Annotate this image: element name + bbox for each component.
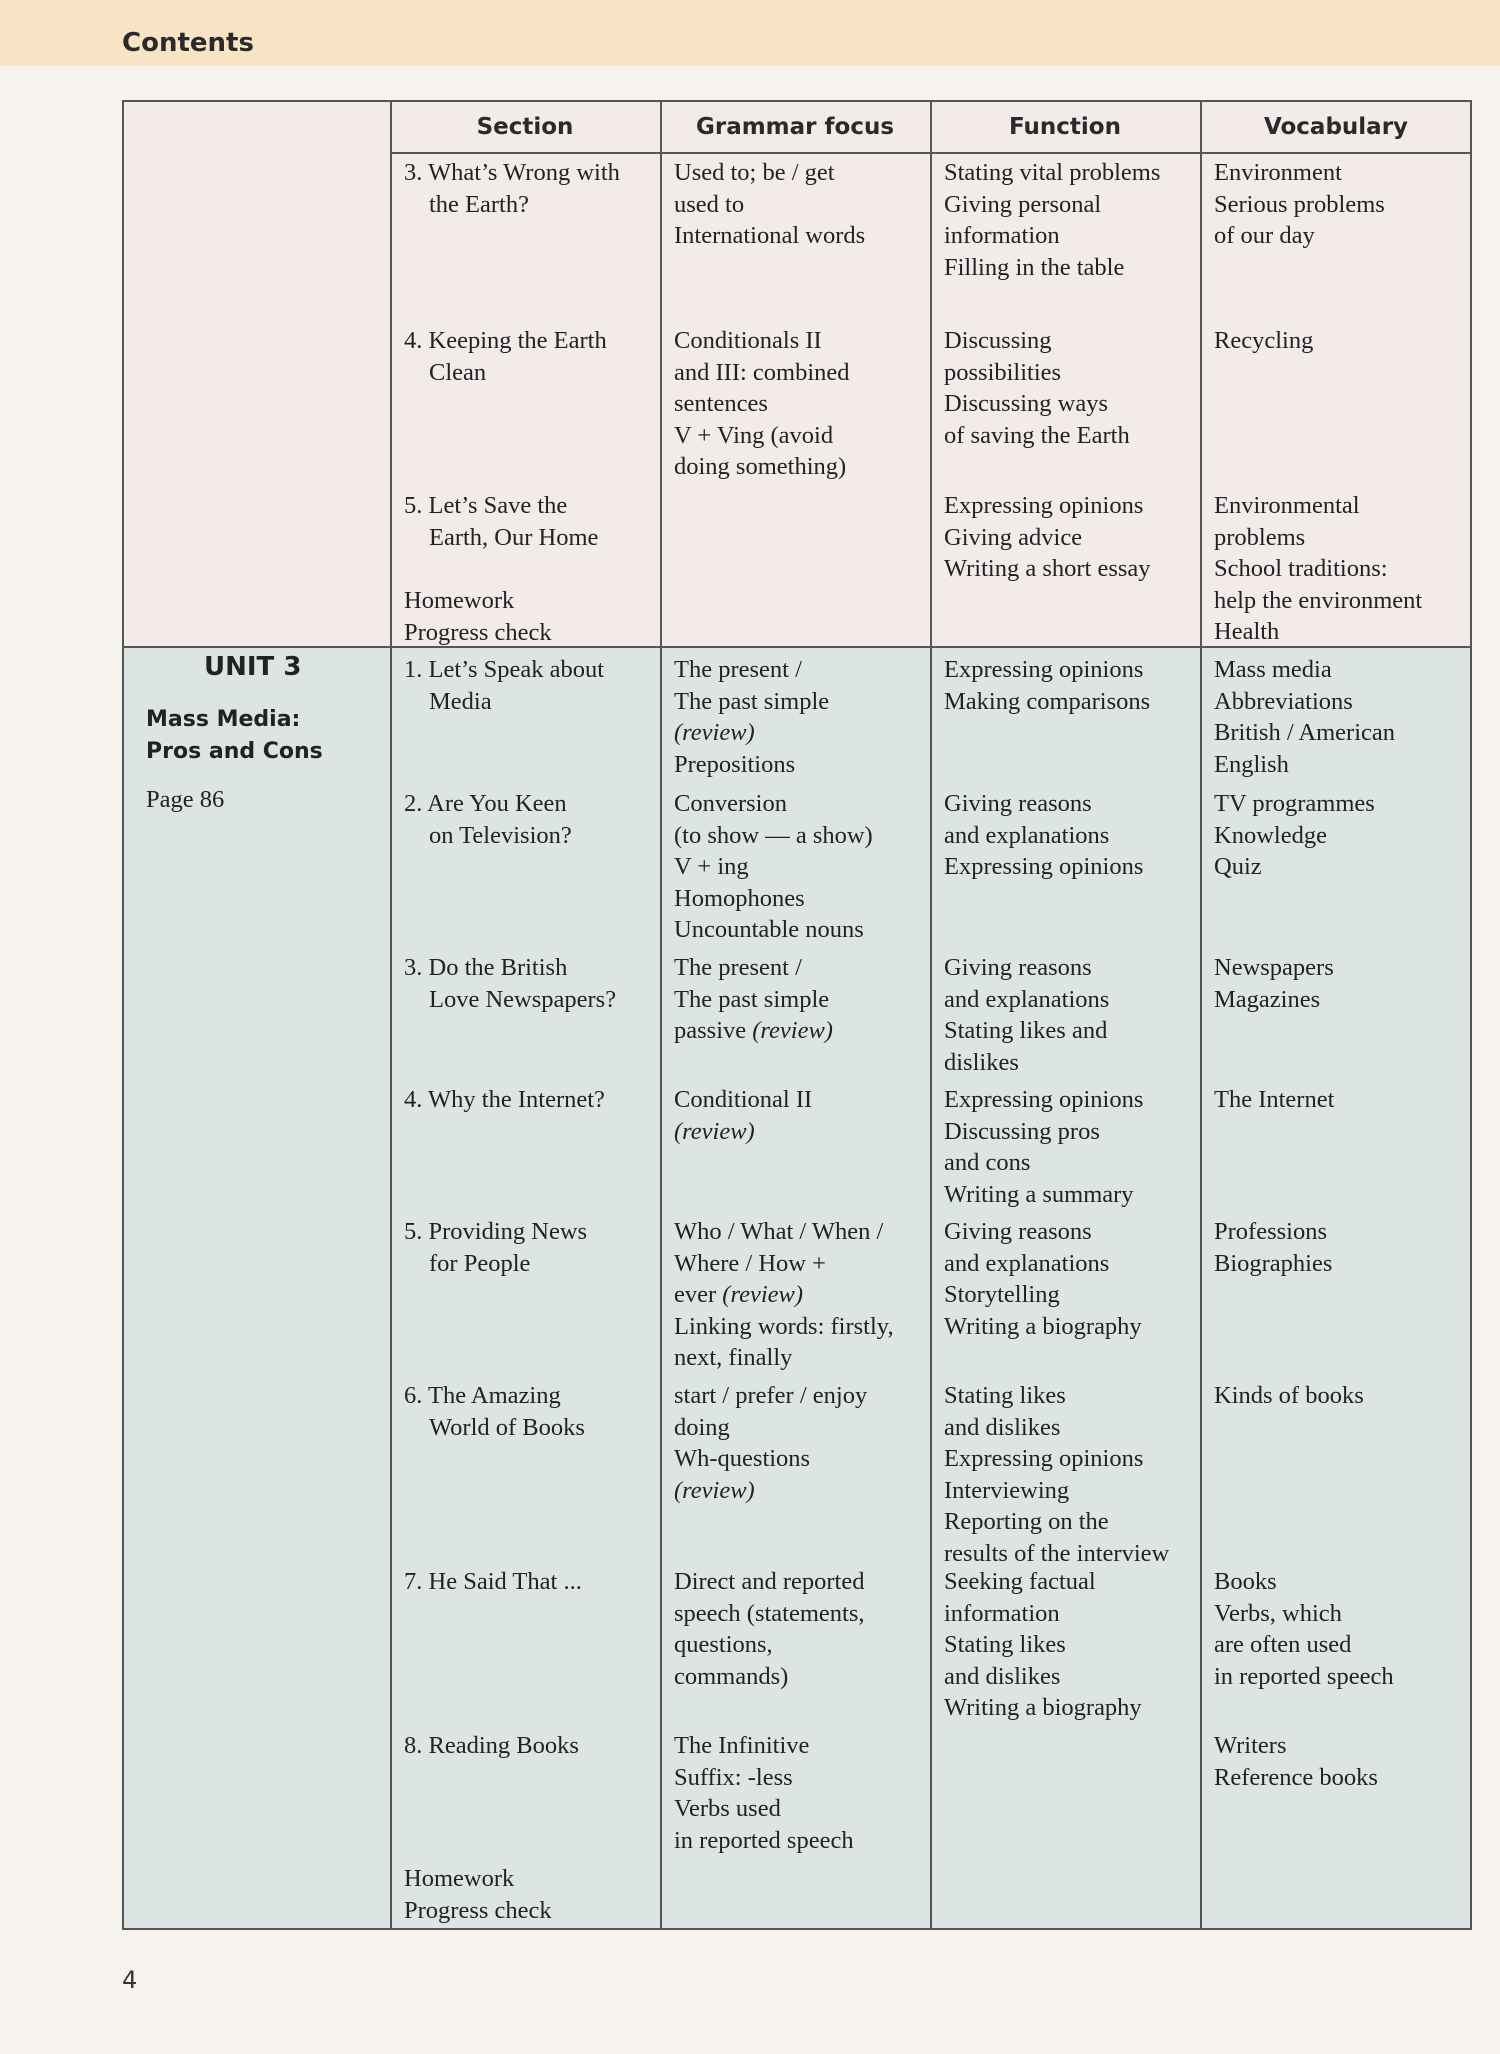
section-line: 5. Let’s Save the: [404, 492, 568, 519]
section-line: 3. What’s Wrong with: [404, 159, 620, 186]
vocabulary-line: TV programmes: [1214, 790, 1375, 817]
section-line: 2. Are You Keen: [404, 790, 567, 817]
section-line: 5. Providing News: [404, 1218, 588, 1245]
function-line: Expressing opinions: [944, 853, 1144, 880]
function-line: Discussing ways: [944, 390, 1109, 417]
grammar-line: The present /: [674, 656, 802, 683]
progress-check-label: Progress check: [404, 1896, 552, 1924]
function-line: Writing a summary: [944, 1180, 1134, 1208]
function-cell: [944, 325, 1130, 451]
grammar-text: passive: [674, 1017, 753, 1044]
grammar-line: commands): [674, 1662, 789, 1690]
section-cell: [404, 1216, 587, 1279]
grammar-line: Verbs used: [674, 1795, 781, 1822]
vocabulary-line: of our day: [1214, 222, 1315, 249]
section-cell: [404, 654, 604, 717]
grammar-line: Prepositions: [674, 750, 796, 778]
function-line: Stating likes: [944, 1631, 1066, 1658]
homework-cell: [404, 585, 552, 648]
function-line: Stating vital problems: [944, 159, 1161, 186]
function-line: results of the interview: [944, 1539, 1170, 1567]
section-cell: [404, 490, 598, 553]
function-cell: [944, 1084, 1143, 1210]
grammar-line: doing something): [674, 453, 847, 480]
function-cell: [944, 1566, 1142, 1724]
function-cell: [944, 1216, 1142, 1342]
function-cell: [944, 1380, 1169, 1569]
grammar-cell: [674, 654, 829, 780]
section-line: for People: [429, 1249, 531, 1277]
vocabulary-line: Environmental: [1214, 492, 1360, 519]
grammar-line: The past simple: [674, 687, 830, 715]
vocabulary-line: Environment: [1214, 159, 1342, 186]
contents-table: [122, 100, 1472, 1930]
function-line: Filling in the table: [944, 253, 1125, 281]
grammar-line: used to: [674, 190, 745, 218]
section-cell: [404, 1730, 579, 1762]
grammar-cell: [674, 1730, 854, 1856]
function-line: Discussing: [944, 327, 1052, 354]
homework-label: Homework: [404, 1865, 515, 1892]
function-line: Stating likes: [944, 1382, 1066, 1409]
unit-subtitle-line: Mass Media:: [146, 707, 301, 732]
section-cell: [404, 157, 620, 220]
section-line: 4. Why the Internet?: [404, 1086, 605, 1113]
function-cell: [944, 952, 1109, 1078]
grammar-line: (review): [674, 719, 755, 746]
unit-subtitle: [146, 704, 323, 768]
grammar-line: [674, 1279, 894, 1311]
function-line: and explanations: [944, 985, 1110, 1013]
column-header-grammar: Grammar focus: [695, 114, 895, 140]
vocabulary-line: School traditions:: [1214, 555, 1388, 582]
grammar-line: (review): [674, 1476, 755, 1504]
section-line: the Earth?: [429, 190, 529, 218]
grammar-line: (review): [674, 1117, 755, 1145]
grammar-line: The Infinitive: [674, 1732, 810, 1759]
function-line: Giving reasons: [944, 790, 1092, 817]
function-line: Expressing opinions: [944, 1445, 1144, 1472]
column-header-function: Function: [1008, 114, 1121, 140]
column-header-vocabulary: Vocabulary: [1263, 114, 1409, 140]
column-divider: [1200, 102, 1202, 1928]
vocabulary-line: Recycling: [1214, 327, 1314, 354]
vocabulary-cell: [1214, 1566, 1394, 1692]
section-cell: [404, 952, 616, 1015]
section-line: 1. Let’s Speak about: [404, 656, 605, 683]
grammar-line: Conversion: [674, 790, 787, 817]
section-cell: [404, 788, 572, 851]
grammar-line: and III: combined: [674, 358, 850, 386]
grammar-line: V + Ving (avoid: [674, 421, 834, 449]
vocabulary-line: Quiz: [1214, 853, 1262, 880]
vocabulary-cell: [1214, 654, 1395, 780]
function-line: Expressing opinions: [944, 656, 1144, 683]
function-cell: [944, 490, 1151, 585]
vocabulary-line: Newspapers: [1214, 954, 1334, 981]
vocabulary-line: Knowledge: [1214, 821, 1327, 849]
vocabulary-line: Books: [1214, 1568, 1277, 1595]
grammar-line: Conditionals II: [674, 327, 822, 354]
function-line: information: [944, 222, 1060, 249]
function-line: Expressing opinions: [944, 492, 1144, 519]
function-cell: [944, 157, 1160, 283]
section-cell: [404, 325, 607, 388]
grammar-line: Conditional II: [674, 1086, 813, 1113]
function-line: Giving reasons: [944, 1218, 1092, 1245]
function-line: Giving advice: [944, 523, 1083, 551]
section-line: 7. He Said That ...: [404, 1568, 582, 1595]
progress-check-label: Progress check: [404, 618, 552, 646]
grammar-line: The past simple: [674, 985, 830, 1013]
vocabulary-line: Reference books: [1214, 1763, 1378, 1791]
review-note: (review): [722, 1281, 804, 1308]
function-line: Discussing pros: [944, 1117, 1100, 1145]
function-line: Writing a biography: [944, 1312, 1142, 1340]
function-line: and cons: [944, 1149, 1031, 1176]
grammar-line: sentences: [674, 390, 768, 417]
grammar-line: Wh-questions: [674, 1445, 811, 1472]
grammar-cell: [674, 1380, 867, 1506]
function-line: and explanations: [944, 821, 1110, 849]
vocabulary-line: Biographies: [1214, 1249, 1333, 1277]
grammar-line: Linking words: firstly,: [674, 1312, 894, 1340]
vocabulary-line: Kinds of books: [1214, 1382, 1364, 1409]
function-line: Interviewing: [944, 1476, 1070, 1504]
vocabulary-cell: [1214, 788, 1375, 883]
section-line: World of Books: [429, 1413, 585, 1441]
vocabulary-line: in reported speech: [1214, 1662, 1394, 1690]
function-line: and dislikes: [944, 1662, 1061, 1690]
grammar-line: next, finally: [674, 1344, 793, 1371]
header-divider: [390, 152, 1470, 154]
column-divider: [930, 102, 932, 1928]
unit-title: UNIT 3: [204, 652, 302, 682]
grammar-cell: [674, 788, 873, 946]
section-cell: [404, 1380, 585, 1443]
column-divider: [660, 102, 662, 1928]
section-cell: [404, 1084, 605, 1116]
function-cell: [944, 788, 1143, 883]
vocabulary-line: Abbreviations: [1214, 687, 1353, 715]
section-line: Media: [429, 687, 492, 715]
function-line: Reporting on the: [944, 1508, 1109, 1535]
homework-cell: [404, 1863, 552, 1926]
function-line: Stating likes and: [944, 1017, 1108, 1044]
grammar-text: ever: [674, 1281, 723, 1308]
vocabulary-line: Professions: [1214, 1218, 1327, 1245]
column-header-section: Section: [476, 114, 574, 140]
function-line: possibilities: [944, 358, 1062, 386]
vocabulary-line: Mass media: [1214, 656, 1332, 683]
vocabulary-line: Magazines: [1214, 985, 1321, 1013]
function-line: Giving reasons: [944, 954, 1092, 981]
section-line: Love Newspapers?: [429, 985, 617, 1013]
homework-label: Homework: [404, 587, 515, 614]
vocabulary-line: The Internet: [1214, 1086, 1335, 1113]
grammar-line: questions,: [674, 1631, 773, 1658]
function-line: Writing a short essay: [944, 555, 1151, 582]
page-title: Contents: [122, 28, 254, 58]
grammar-cell: [674, 325, 850, 483]
section-line: on Television?: [429, 821, 572, 849]
section-line: 3. Do the British: [404, 954, 568, 981]
grammar-cell: [674, 1566, 865, 1692]
grammar-line: Direct and reported: [674, 1568, 865, 1595]
vocabulary-cell: [1214, 952, 1334, 1015]
vocabulary-cell: [1214, 1084, 1334, 1116]
grammar-cell: [674, 1084, 812, 1147]
grammar-line: Homophones: [674, 884, 805, 912]
grammar-line: V + ing: [674, 853, 749, 880]
vocabulary-line: Serious problems: [1214, 190, 1385, 218]
function-line: Writing a biography: [944, 1694, 1142, 1721]
grammar-line: doing: [674, 1413, 730, 1441]
vocabulary-line: problems: [1214, 523, 1306, 551]
grammar-line: Who / What / When /: [674, 1218, 884, 1245]
function-line: Making comparisons: [944, 687, 1151, 715]
grammar-line: speech (statements,: [674, 1599, 865, 1627]
unit-page-reference: Page 86: [146, 786, 225, 813]
grammar-cell: [674, 952, 833, 1047]
grammar-line: Uncountable nouns: [674, 916, 864, 943]
grammar-cell: [674, 157, 865, 252]
vocabulary-line: help the environment: [1214, 586, 1423, 614]
section-line: 4. Keeping the Earth: [404, 327, 607, 354]
section-cell: [404, 1566, 582, 1598]
function-line: Storytelling: [944, 1281, 1060, 1308]
grammar-line: (to show — a show): [674, 821, 873, 849]
vocabulary-cell: [1214, 1380, 1364, 1412]
vocabulary-line: are often used: [1214, 1631, 1352, 1658]
column-divider: [390, 102, 392, 1928]
grammar-line: Where / How +: [674, 1249, 826, 1277]
section-line: 8. Reading Books: [404, 1732, 579, 1759]
function-cell: [944, 654, 1150, 717]
function-line: dislikes: [944, 1048, 1019, 1076]
vocabulary-line: Writers: [1214, 1732, 1287, 1759]
vocabulary-cell: [1214, 325, 1313, 357]
section-line: Earth, Our Home: [429, 523, 599, 551]
unit-subtitle-line: Pros and Cons: [146, 739, 323, 764]
function-line: and dislikes: [944, 1413, 1061, 1441]
grammar-line: Used to; be / get: [674, 159, 835, 186]
grammar-line: International words: [674, 222, 866, 249]
page-number: 4: [122, 1966, 138, 1994]
review-note: (review): [752, 1017, 833, 1044]
vocabulary-line: Verbs, which: [1214, 1599, 1342, 1627]
grammar-line: in reported speech: [674, 1826, 854, 1854]
function-line: of saving the Earth: [944, 421, 1130, 449]
vocabulary-cell: [1214, 1216, 1332, 1279]
grammar-line: [674, 1015, 833, 1047]
grammar-line: The present /: [674, 954, 802, 981]
vocabulary-line: English: [1214, 750, 1289, 778]
vocabulary-line: Health: [1214, 618, 1280, 645]
vocabulary-cell: [1214, 490, 1422, 648]
function-line: Giving personal: [944, 190, 1102, 218]
vocabulary-cell: [1214, 157, 1385, 252]
function-line: Seeking factual: [944, 1568, 1096, 1595]
section-line: 6. The Amazing: [404, 1382, 561, 1409]
function-line: and explanations: [944, 1249, 1110, 1277]
grammar-line: Suffix: -less: [674, 1763, 793, 1791]
vocabulary-line: British / American: [1214, 719, 1395, 746]
function-line: Expressing opinions: [944, 1086, 1144, 1113]
section-line: Clean: [429, 358, 487, 386]
function-line: information: [944, 1599, 1060, 1627]
grammar-cell: [674, 1216, 894, 1374]
vocabulary-cell: [1214, 1730, 1378, 1793]
grammar-line: start / prefer / enjoy: [674, 1382, 868, 1409]
